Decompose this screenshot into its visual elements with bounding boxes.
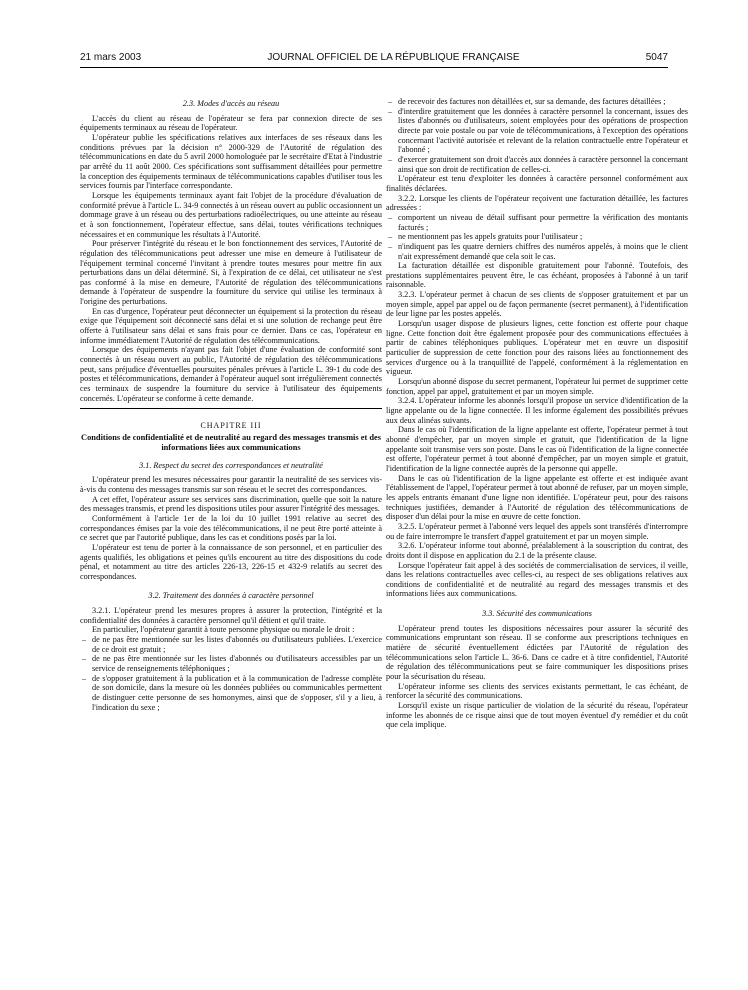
- paragraph: 3.2.6. L'opérateur informe tout abonné, préalablement à la souscription du contrat, des droits dont il dispose en application du 2.1 de la présente clause.: [386, 541, 688, 560]
- paragraph: 3.2.4. L'opérateur informe les abonnés lorsqu'il propose un service d'identification de la ligne appelante ou de la ligne connectée. Il les informe également des possibilités prévues aux deux alinéas suivants.: [386, 396, 688, 425]
- right-column: [386, 97, 688, 730]
- list-item: – de ne pas être mentionnée sur les listes d'abonnés ou d'utilisateurs publiées. L'exercice de ce droit est gratuit ;: [80, 635, 382, 654]
- paragraph: Lorsque l'opérateur fait appel à des sociétés de commercialisation de services, il veille, dans les relations contractuelles avec celles-ci, au respect de ses obligations relatives aux conditions de confidentialité et de neutralité au regard des messages transmis et des informations liées aux communications.: [386, 560, 688, 599]
- paragraph: A cet effet, l'opérateur assure ses services sans discrimination, quelle que soit la nature des messages transmis, et prend les dispositions utiles pour assurer l'intégrité des messages.: [80, 494, 382, 514]
- paragraph: Dans le cas où l'identification de la ligne appelante est offerte et est indiquée avant l'établissement de l'appel, l'opérateur permet à tout abonné de refuser, par un moyen simple, les appels entrants émanant d'une ligne non identifiée. L'opérateur peut, pour des raisons techniques justifiées, demander à l'Autorité de régulation des télécommunications de disposer d'un délai pour la mise en œuvre de cette fonction.: [386, 473, 688, 522]
- section-heading-3-1: 3.1. Respect du secret des correspondances et neutralité: [139, 460, 323, 470]
- paragraph: Lorsque les équipements terminaux ayant fait l'objet de la procédure d'évaluation de conformité prévue à l'article L. 34-9 connectés à un réseau ouvert au public occasionnent un dommage grave à un réseau ou des perturbations radioélectriques, ou une atteinte au réseau et à son fonctionnement, l'opérateur effectue, sans délai, toutes vérifications techniques nécessaires et en communique les résultats à l'Autorité.: [80, 190, 382, 239]
- list-item: – de recevoir des factures non détaillées et, sur sa demande, des factures détaillées ;: [386, 97, 688, 107]
- paragraph: Conformément à l'article 1er de la loi du 10 juillet 1991 relative au secret des correspondances émises par la voie des télécommunications, il ne peut être porté atteinte à ce secret que par l'autorité publique, dans les cas et conditions posés par la loi.: [80, 513, 382, 543]
- paragraph: En particulier, l'opérateur garantit à toute personne physique ou morale le droit :: [92, 625, 355, 635]
- header-rule: [80, 67, 668, 68]
- paragraph: En cas d'urgence, l'opérateur peut déconnecter un équipement si la protection du réseau exige que l'équipement soit déconnecté sans délai et si une solution de rechange peut être offerte à l'utilisateur sans délai et sans frais pour ce dernier. Dans ce cas, l'opérateur en informe immédiatement l'Autorité de régulation des télécommunications.: [80, 306, 382, 345]
- header-date: 21 mars 2003: [80, 52, 142, 63]
- paragraph: La facturation détaillée est disponible gratuitement pour l'abonné. Toutefois, des prestations supplémentaires peuvent être, le cas échéant, proposées à l'abonné à un tarif raisonnable.: [386, 261, 688, 290]
- paragraph: L'opérateur est tenu de porter à la connaissance de son personnel, et en particulier des agents qualifiés, les obligations et peines qu'ils encourent au titre des dispositions du code pénal, et notamment au titre des articles 226-13, 226-15 et 432-9 relatifs au secret des correspondances.: [80, 542, 382, 581]
- list-item: – d'interdire gratuitement que les données à caractère personnel la concernant, issues des listes d'abonnés ou d'utilisateurs, soient employées pour des opérations de prospection directe par voie postale ou par voie de télécommunications, à l'exception des opérations concernant l'activité autorisée et relevant de la relation contractuelle entre l'opérateur et l'abonné ;: [386, 107, 688, 155]
- list-item: – de s'opposer gratuitement à la publication et à la communication de l'adresse complète de son domicile, dans la mesure où les données publiées ou communicables permettent de distinguer cette personne de ses homonymes, ainsi que de s'opposer, s'il y a lieu, à l'indication du sexe ;: [80, 674, 382, 713]
- rights-list: [80, 635, 382, 712]
- paragraph: L'opérateur prend les mesures nécessaires pour garantir la neutralité de ses services vis-à-vis du contenu des messages transmis sur son réseau et le secret des correspondances.: [80, 475, 382, 494]
- paragraph: Dans le cas où l'identification de la ligne appelante est offerte, l'opérateur permet à tout abonné d'empêcher, par un moyen simple et gratuit, que l'identification de la ligne appelante soit transmise vers son poste. Dans le cas où l'identification de la ligne connectée est offerte, l'opérateur permet à tout abonné d'empêcher, par un moyen simple et gratuit, l'identification de la ligne connectée auprès de la personne qui appelle.: [386, 425, 688, 473]
- section-heading-2-3: 2.3. Modes d'accès au réseau: [182, 99, 280, 108]
- paragraph: 3.2.1. L'opérateur prend les mesures propres à assurer la protection, l'intégrité et la confidentialité des données à caractère personnel qu'il détient et qu'il traite.: [80, 606, 382, 625]
- chapter-separator: [80, 408, 382, 409]
- section-heading-3-2: 3.2. Traitement des données à caractère personnel: [148, 591, 314, 601]
- list-item: – d'exercer gratuitement son droit d'accès aux données à caractère personnel la concernant ainsi que son droit de rectification de celles-ci.: [386, 155, 688, 174]
- paragraph: L'opérateur prend toutes les dispositions nécessaires pour assurer la sécurité des communications empruntant son réseau. Il se conforme aux prescriptions techniques en matière de sécurité éventuellement édictées par l'Autorité de régulation des télécommunications selon l'article L. 36-6. Dans ce cadre et à titre confidentiel, l'Autorité de régulation des télécommunications peut se faire communiquer les dispositions prises pour la sécurisation du réseau.: [386, 623, 688, 682]
- billing-list: [386, 213, 688, 261]
- rights-list-continued: [386, 97, 688, 174]
- paragraph: 3.2.2. Lorsque les clients de l'opérateur reçoivent une facturation détaillée, les factures adressées :: [386, 193, 688, 213]
- paragraph: 3.2.3. L'opérateur permet à chacun de ses clients de s'opposer gratuitement et par un moyen simple, appel par appel ou de façon permanente (secret permanent), à l'identification de leur ligne par les postes appelés.: [386, 290, 688, 319]
- list-item: – de ne pas être mentionnée sur les listes d'abonnés ou d'utilisateurs accessibles par un service de renseignements téléphoniques ;: [80, 654, 382, 673]
- paragraph: Lorsque des équipements n'ayant pas fait l'objet d'une évaluation de conformité sont connectés à un réseau ouvert au public, l'Autorité de régulation des télécommunications peut, sans préjudice d'éventuelles poursuites pénales prévues à l'article L. 39-1 du code des postes et télécommunications, demander à l'opérateur auquel sont irrégulièrement connectés ces terminaux de suspendre la fourniture du service à l'utilisateur des équipements concernés. L'opérateur se conforme à cette demande.: [80, 345, 382, 403]
- paragraph: Lorsqu'un usager dispose de plusieurs lignes, cette fonction est offerte pour chaque ligne. Cette fonction doit être également proposée pour des communications effectuées à partir de cabines téléphoniques publiques. L'opérateur met en œuvre un dispositif particulier de suppression de cette fonction pour des raisons liées au fonctionnement des services d'urgence ou à la tranquillité de l'appelé, conformément à la réglementation en vigueur.: [386, 319, 688, 377]
- paragraph: L'opérateur informe ses clients des services existants permettant, le cas échéant, de renforcer la sécurité des communications.: [386, 681, 688, 701]
- header-journal-title: JOURNAL OFFICIEL DE LA RÉPUBLIQUE FRANÇAISE: [267, 52, 520, 63]
- header-page-number: 5047: [645, 52, 668, 63]
- paragraph: L'accès du client au réseau de l'opérateur se fera par connexion directe de ses équipements terminaux au réseau de l'opérateur.: [80, 113, 382, 133]
- chapter-title: Conditions de confidentialité et de neutralité au regard des messages transmis et des informations liées aux communications: [81, 433, 381, 452]
- chapter-label: CHAPITRE III: [200, 421, 262, 431]
- paragraph: Lorsqu'il existe un risque particulier de violation de la sécurité du réseau, l'opérateur informe les abonnés de ce risque ainsi que de tout moyen éventuel d'y remédier et du coût que cela implique.: [386, 701, 688, 730]
- list-item: – ne mentionnent pas les appels gratuits pour l'utilisateur ;: [386, 232, 688, 242]
- paragraph: L'opérateur publie les spécifications relatives aux interfaces de ses réseaux dans les conditions prévues par la décision n° 2000-329 de l'Autorité de régulation des télécommunications en date du 5 avril 2000 homologuée par le secrétaire d'Etat à l'industrie par arrêté du 11 août 2000. Ces spécifications sont suffisamment détaillées pour permettre la conception des équipements terminaux de télécommunications capables d'utiliser tous les services fournis par l'interface correspondante.: [80, 132, 382, 191]
- paragraph: Lorsqu'un abonné dispose du secret permanent, l'opérateur lui permet de supprimer cette fonction, appel par appel, gratuitement et par un moyen simple.: [386, 377, 688, 396]
- section-heading-3-3: 3.3. Sécurité des communications: [482, 609, 592, 619]
- paragraph: Pour préserver l'intégrité du réseau et le bon fonctionnement des services, l'Autorité de régulation des télécommunications peut adresser une mise en demeure à l'utilisateur de l'équipement terminal concerné l'invitant à prendre toutes mesures pour mettre fin aux perturbations dans un délai déterminé. Si, à l'expiration de ce délai, cet utilisateur ne s'est pas conformé à la mise en demeure, l'Autorité de régulation des télécommunications demande à l'opérateur de suspendre la fourniture du service qui utilise les terminaux à l'origine des perturbations.: [80, 239, 382, 307]
- list-item: – n'indiquent pas les quatre derniers chiffres des numéros appelés, à moins que le client n'ait expressément demandé que cela soit le cas.: [386, 242, 688, 261]
- paragraph: L'opérateur est tenu d'exploiter les données à caractère personnel conformément aux finalités déclarées.: [386, 174, 688, 193]
- list-item: – comportent un niveau de détail suffisant pour permettre la vérification des montants facturés ;: [386, 213, 688, 232]
- page-header: [80, 52, 668, 63]
- left-column: [80, 97, 382, 712]
- paragraph: 3.2.5. L'opérateur permet à l'abonné vers lequel des appels sont transférés d'interrompre ou de faire interrompre le transfert d'appel gratuitement et par un moyen simple.: [386, 521, 688, 541]
